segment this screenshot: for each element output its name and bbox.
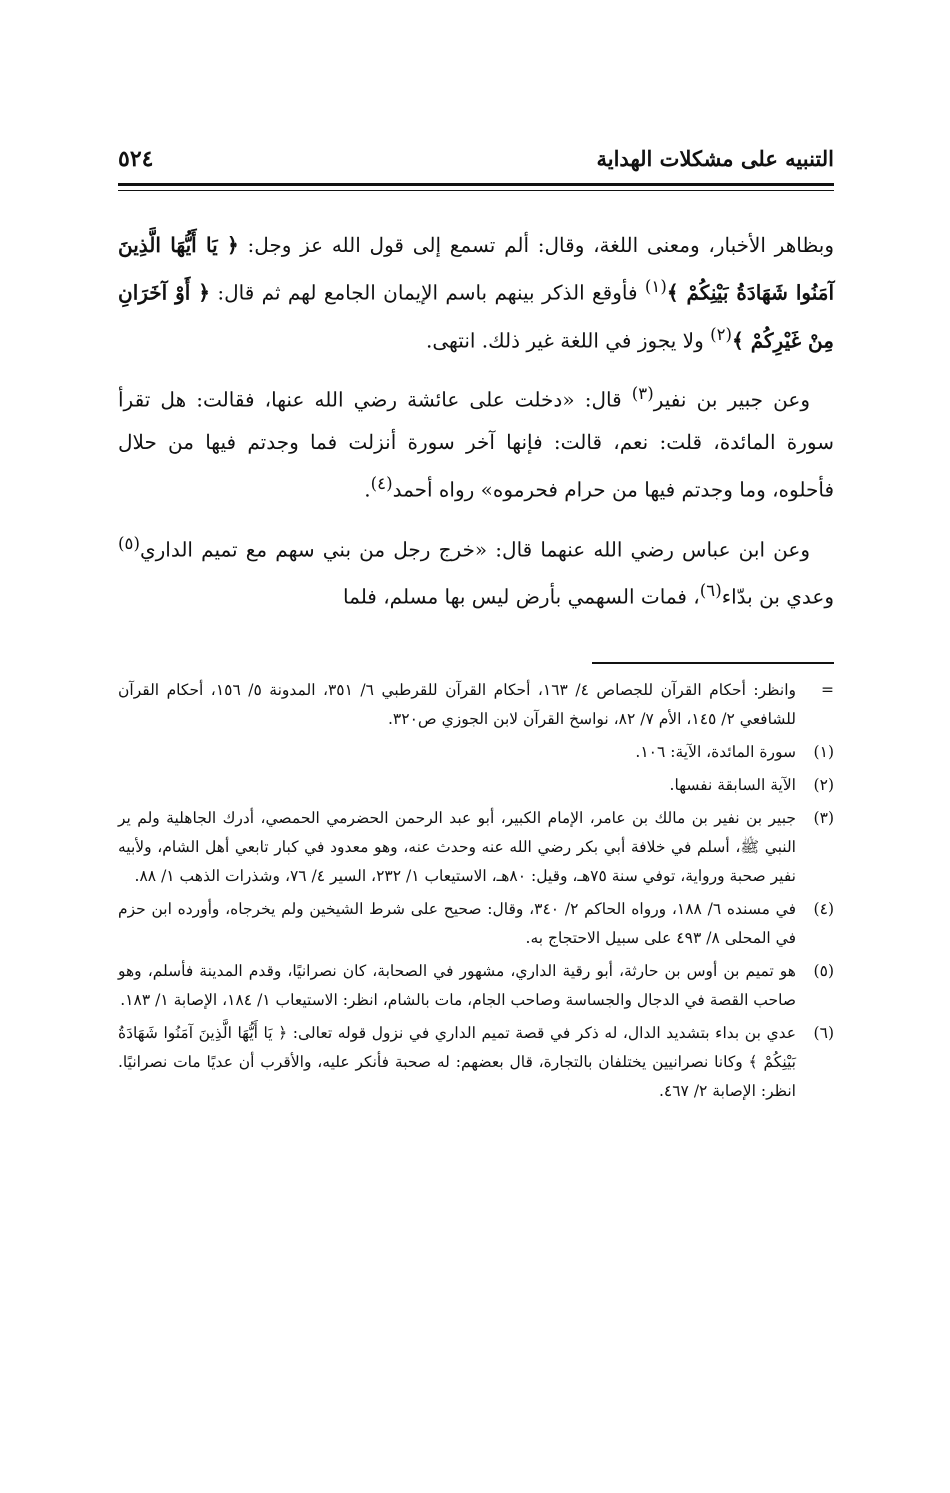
quran-quote: ﴿ أَوْ آخَرَانِ مِنْ غَيْرِكُمْ ﴾ (118, 280, 834, 353)
footnote-ref[interactable]: (٥) (118, 533, 140, 553)
footnote-ref[interactable]: (٦) (699, 581, 722, 601)
footnote-ref[interactable]: (٣) (631, 384, 654, 404)
footnote-text: في مسنده ٦/ ١٨٨، ورواه الحاكم ٢/ ٣٤٠، وقال: صحيح على شرط الشيخين ولم يخرجاه، وأورده ابن حزم في المحلى ٨/ ٤٩٣ على سبيل الاحتجاج به. (118, 900, 797, 947)
footnote-number: (٣) (813, 809, 834, 827)
footnote-text: الآية السابقة نفسها. (669, 776, 796, 794)
footnote-ref[interactable]: (٤) (370, 473, 393, 493)
header-rule-thin (118, 190, 834, 191)
footnote-number: (٥) (813, 962, 834, 980)
footnote-text: وانظر: أحكام القرآن للجصاص ٤/ ١٦٣، أحكام القرآن للقرطبي ٦/ ٣٥١، المدونة ٥/ ١٥٦، أحكام القرآن للشافعي ٢/ ١٤٥، الأم ٧/ ٨٢، نواسخ القرآن لابن الجوزي ص٣٢٠. (118, 681, 796, 728)
footnote-number: (٦) (813, 1024, 834, 1042)
footnotes (118, 676, 834, 1110)
paragraph-1: وبظاهر الأخبار، ومعنى اللغة، وقال: ألم تسمع إلى قول الله عز وجل: ﴿ يَا أَيُّهَا الَّذِينَ آمَنُوا شَهَادَةُ بَيْنِكُمْ ﴾$^{(١)}$ فأوقع الذكر بينهم باسم الإيمان الجامع لهم ثم قال: ﴿ أَوْ آخَرَانِ مِنْ غَيْرِكُمْ ﴾$^{(٢)}$ ولا يجوز في اللغة غير ذلك. انتهى. (118, 233, 835, 353)
paragraph-3: وعن ابن عباس رضي الله عنهما قال: «خرج رجل من بني سهم مع تميم الداري$^{(٥)}$ وعدي بن بدّاء$^{(٦)}$، فمات السهمي بأرض ليس بها مسلم، فلما (118, 533, 834, 609)
footnote-text: جبير بن نفير بن مالك بن عامر، الإمام الكبير، أبو عبد الرحمن الحضرمي الحمصي، أدرك الجاهلية ولم ير النبي ﷺ، أسلم في خلافة أبي بكر رضي الله عنه وحدث عنه، وهو معدود في كبار تابعي أهل الشام، ولأبيه نفير صحبة ورواية، توفي سنة ٧٥هـ، وقيل: ٨٠هـ، الاستيعاب ١/ ٢٣٢، السير ٤/ ٧٦، وشذرات الذهب ١/ ٨٨. (118, 809, 796, 885)
footnote-number: (١) (813, 743, 834, 761)
quran-quote: ﴿ يَا أَيُّهَا الَّذِينَ آمَنُوا شَهَادَةُ بَيْنِكُمْ ﴾ (118, 233, 835, 305)
footnote-text: هو تميم بن أوس بن حارثة، أبو رقية الداري، مشهور في الصحابة، كان نصرانيًا، وقدم المدينة فأسلم، وهو صاحب القصة في الدجال والجساسة وصاحب الجام، مات بالشام، انظر: الاستيعاب ١/ ١٨٤، الإصابة ١/ ١٨٣. (118, 962, 796, 1009)
running-header (118, 140, 834, 182)
page-number: ٥٢٤ (118, 146, 154, 172)
footnote-ref[interactable]: (٢) (710, 324, 733, 344)
footnote-number: (٤) (813, 900, 834, 918)
footnote-6 (118, 1019, 834, 1106)
footnote-number: = (821, 681, 834, 699)
footnote-separator (592, 662, 834, 664)
paragraph-2: وعن جبير بن نفير$^{(٣)}$ قال: «دخلت على عائشة رضي الله عنها، فقالت: هل تقرأ سورة المائدة، قلت: نعم، قالت: فإنها آخر سورة أنزلت فما وجدتم فيها من حلال فأحلوه، وما وجدتم فيها من حرام فحرموه» رواه أحمد$^{(٤)}$. (118, 384, 834, 502)
header-rule-thick (118, 183, 834, 186)
footnote-text: عدي بن بداء بتشديد الدال، له ذكر في قصة تميم الداري في نزول قوله تعالى: ﴿ يَا أَيُّهَا الَّذِينَ آمَنُوا شَهَادَةُ بَيْنِكُمْ ﴾ وكانا نصرانيين يختلفان بالتجارة، قال بعضهم: له صحبة فأنكر عليه، والأقرب أن عديًا مات نصرانيًا. انظر: الإصابة ٢/ ٤٦٧. (118, 1024, 796, 1100)
running-title: التنبيه على مشكلات الهداية (596, 146, 834, 171)
footnote-2 (118, 771, 834, 800)
footnote-5 (118, 957, 834, 1015)
main-text (118, 224, 834, 630)
footnote-ref[interactable]: (١) (644, 277, 667, 296)
footnote-4 (118, 895, 834, 953)
footnote-1 (118, 738, 834, 767)
footnote-text: سورة المائدة، الآية: ١٠٦. (635, 743, 796, 761)
footnote-continued (118, 676, 834, 734)
footnote-number: (٢) (813, 776, 834, 794)
footnote-3 (118, 804, 834, 891)
